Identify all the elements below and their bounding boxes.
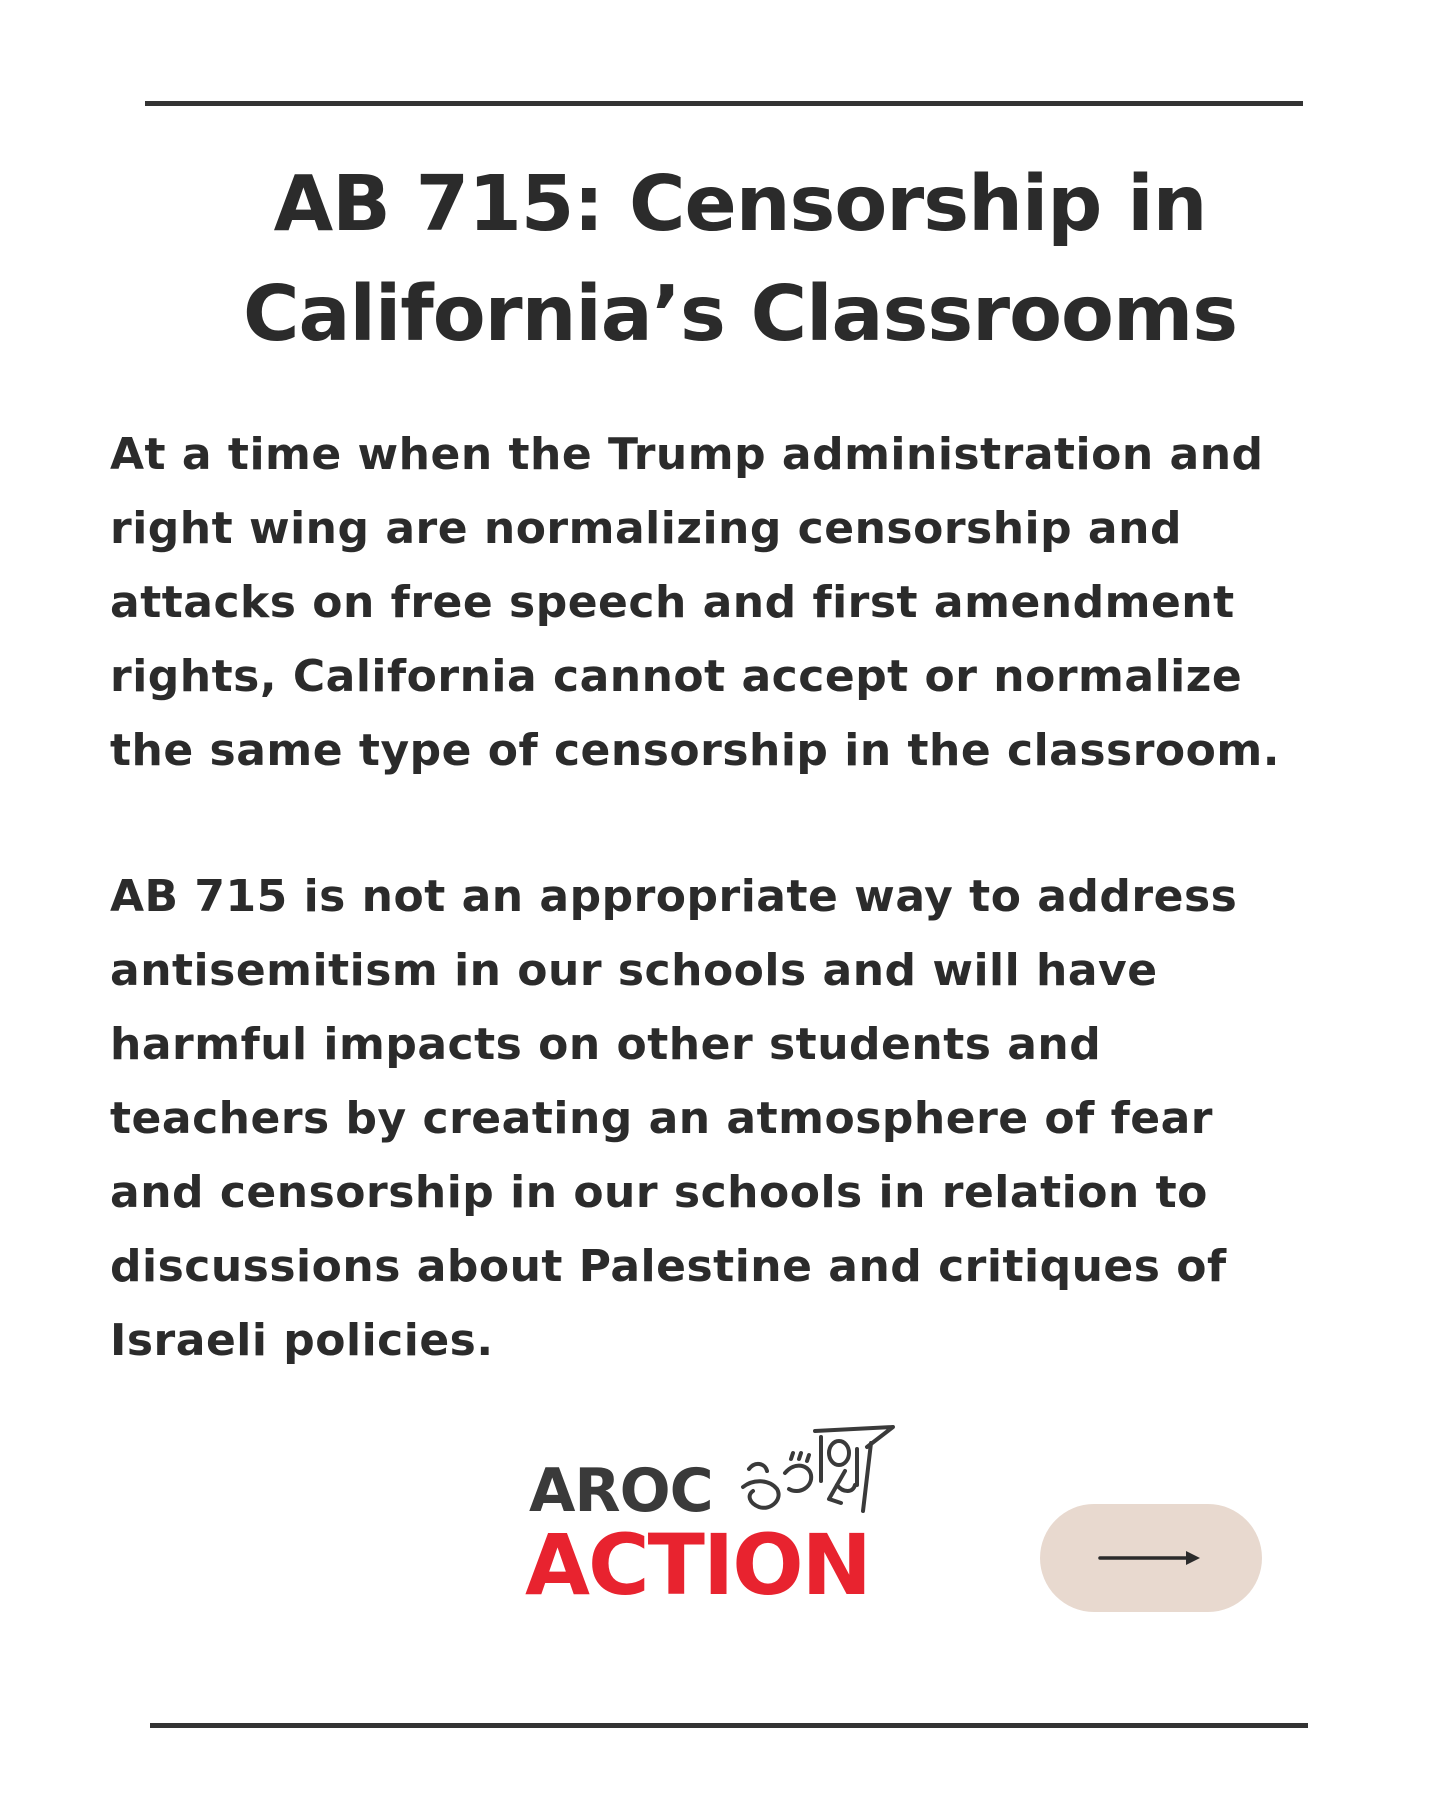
logo-word-action: ACTION xyxy=(525,1516,870,1614)
paragraph-line: harmful impacts on other students and xyxy=(110,1019,1102,1070)
logo-word-aroc: AROC xyxy=(529,1456,713,1526)
paragraph-line: the same type of censorship in the classroom. xyxy=(110,725,1280,776)
paragraph-line: teachers by creating an atmosphere of fear xyxy=(110,1093,1213,1144)
paragraph-line: right wing are normalizing censorship and xyxy=(110,503,1182,554)
aroc-action-logo xyxy=(525,1415,925,1614)
paragraph-line: discussions about Palestine and critiques of xyxy=(110,1241,1227,1292)
bottom-divider xyxy=(150,1723,1308,1728)
paragraph-line: AB 715 is not an appropriate way to address xyxy=(110,871,1238,922)
paragraph-line: antisemitism in our schools and will have xyxy=(110,945,1158,996)
paragraph-line: rights, California cannot accept or normalize xyxy=(110,651,1243,702)
paragraph-line: attacks on free speech and first amendment xyxy=(110,577,1235,628)
top-divider xyxy=(145,101,1303,106)
argument-paragraph xyxy=(110,860,1410,1378)
arrow-right-icon xyxy=(1098,1548,1204,1568)
arabic-calligraphy-mark xyxy=(725,1419,925,1529)
page-title xyxy=(80,150,1400,370)
title-line-1: AB 715: Censorship in xyxy=(273,160,1207,249)
intro-paragraph xyxy=(110,418,1410,788)
paragraph-line: and censorship in our schools in relation to xyxy=(110,1167,1208,1218)
paragraph-line: Israeli policies. xyxy=(110,1315,494,1366)
next-page-button[interactable] xyxy=(1040,1504,1262,1612)
paragraph-line: At a time when the Trump administration and xyxy=(110,429,1264,480)
title-line-2: California’s Classrooms xyxy=(242,270,1238,359)
